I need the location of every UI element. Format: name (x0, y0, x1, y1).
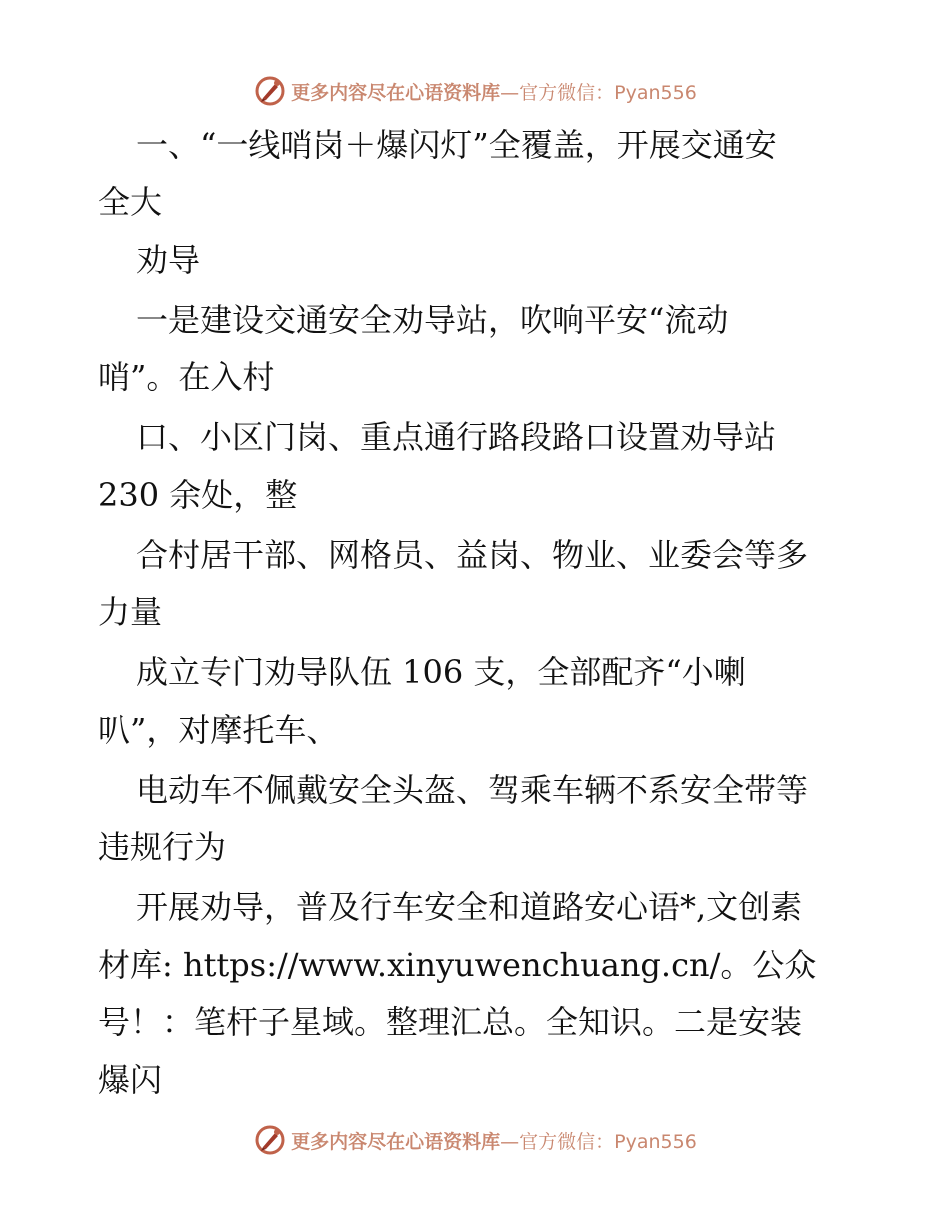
footer-brand-text: 更多内容尽在心语资料库 (291, 1130, 501, 1153)
text-line: 号！：笔杆子星域。整理汇总。全知识。二是安装 (98, 1003, 803, 1041)
text-line: 开展劝导，普及行车安全和道路安心语*,文创素 (136, 888, 803, 926)
footer-watermark (0, 1120, 950, 1160)
pen-logo-icon (253, 74, 287, 108)
text-line: 230 余处，整 (98, 476, 298, 514)
header-watermark (0, 71, 950, 111)
pen-logo-icon (253, 1123, 287, 1157)
text-line: 爆闪 (98, 1061, 163, 1099)
header-brand-text: 更多内容尽在心语资料库 (291, 81, 501, 104)
text-line: 成立专门劝导队伍 106 支，全部配齐“小喇 (136, 653, 746, 691)
text-line: 一、“一线哨岗＋爆闪灯”全覆盖，开展交通安 (136, 126, 777, 164)
text-line: 哨”。在入村 (98, 358, 275, 396)
text-line: 材库: https://www.xinyuwenchuang.cn/。公众 (98, 946, 817, 984)
text-line: 合村居干部、网格员、益岗、物业、业委会等多 (136, 536, 809, 574)
text-line: 电动车不佩戴安全头盔、驾乘车辆不系安全带等 (136, 771, 809, 809)
text-line: 一是建设交通安全劝导站，吹响平安“流动 (136, 301, 729, 339)
text-line: 违规行为 (98, 828, 227, 866)
text-line: 口、小区门岗、重点通行路段路口设置劝导站 (136, 418, 777, 456)
text-line: 力量 (98, 593, 163, 631)
footer-wechat-text: —官方微信：Pyan556 (500, 1130, 697, 1153)
text-line: 劝导 (136, 241, 201, 279)
text-line: 全大 (98, 183, 163, 221)
text-line: 叭”，对摩托车、 (98, 711, 339, 749)
header-wechat-text: —官方微信：Pyan556 (500, 81, 697, 104)
